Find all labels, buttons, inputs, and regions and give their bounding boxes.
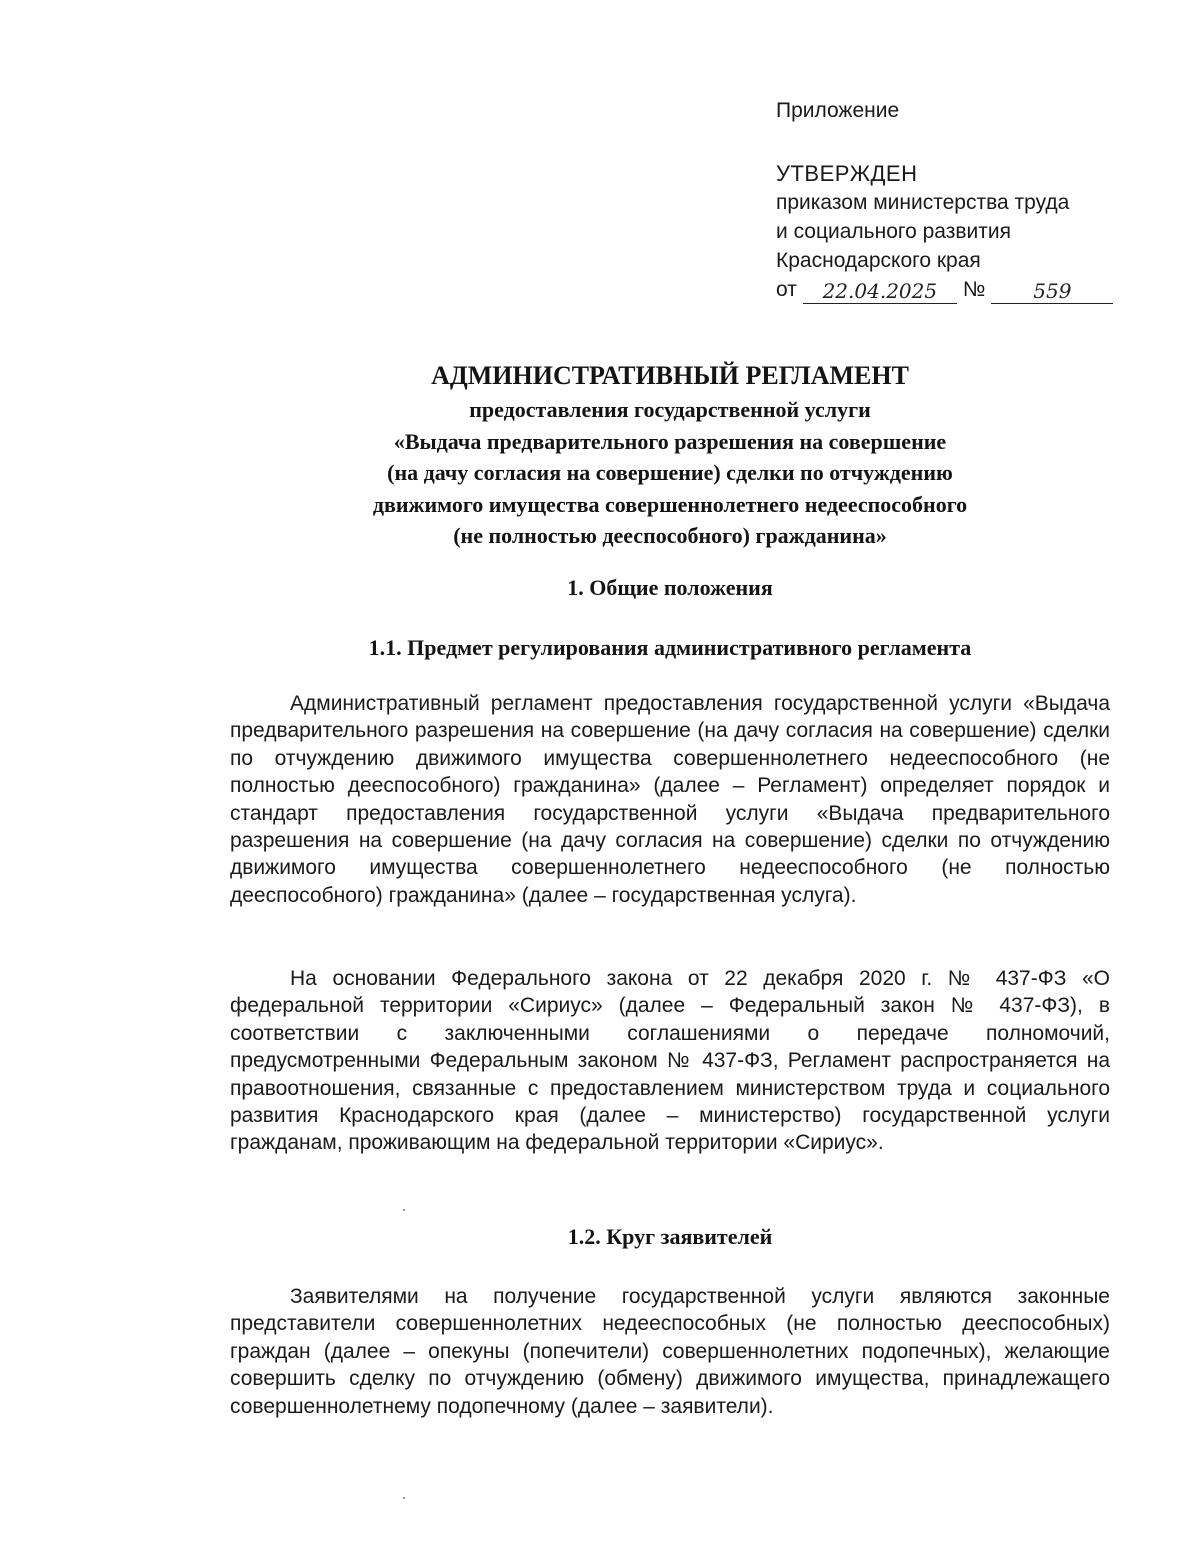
- paragraph-regulation-subject: Административный регламент предоставления государственной услуги «Выдача предварительного разрешения на совершение (на дачу согласия на совершение) сделки по отчуждению движимого имущества совершеннолетнего недееспособного (не полностью дееспособного) гражданина» (далее – Регламент) определяет порядок и стандарт предоставления государственной услуги «Выдача предварительного разрешения на совершение (на дачу согласия на совершение) сделки по отчуждению движимого имущества совершеннолетнего недееспособного (не полностью дееспособного) гражданина» (далее – государственная услуга).: [230, 692, 1110, 907]
- number-label: №: [962, 278, 986, 301]
- approval-line: приказом министерства труда: [776, 191, 1070, 214]
- paragraph-applicants: Заявителями на получение государственной услуги являются законные представители совершеннолетних недееспособных (не полностью дееспособных) граждан (далее – опекуны (попечители) совершеннолетних подопечных), желающие совершить сделку по отчуждению (обмену) движимого имущества, принадлежащего совершеннолетнему подопечному (далее – заявители).: [230, 1285, 1110, 1418]
- approval-line: и социального развития: [776, 220, 1011, 243]
- title-line: (не полностью дееспособного) гражданина»: [453, 523, 887, 548]
- title-main: АДМИНИСТРАТИВНЫЙ РЕГЛАМЕНТ: [431, 361, 909, 390]
- approval-block: [776, 96, 1116, 304]
- appendix-label: Приложение: [776, 99, 900, 122]
- section-heading-applicants: 1.2. Круг заявителей: [567, 1224, 773, 1249]
- approval-line: Краснодарского края: [776, 249, 981, 272]
- section-heading-subject: 1.1. Предмет регулирования административного регламента: [368, 635, 972, 660]
- order-date-number-row: [776, 275, 1116, 304]
- handwritten-date: 22.04.2025: [803, 279, 957, 304]
- paragraph-legal-basis: На основании Федерального закона от 22 декабря 2020 г. № 437-ФЗ «О федеральной территории «Сириус» (далее – Федеральный закон № 437-ФЗ), в соответствии с заключенными соглашениями о передаче полномочий, предусмотренными Федеральным законом № 437-ФЗ, Регламент распространяется на правоотношения, связанные с предоставлением министерством труда и социального развития Краснодарского края (далее – министерство) государственной услуги гражданам, проживающим на федеральной территории «Сириус».: [230, 967, 1110, 1155]
- title-line: (на дачу согласия на совершение) сделки по отчуждению: [387, 460, 953, 485]
- document-title: [230, 358, 1110, 552]
- scan-speck: [403, 1209, 405, 1211]
- title-line: предоставления государственной услуги: [469, 397, 871, 422]
- scan-speck: [403, 1497, 405, 1499]
- approved-label: УТВЕРЖДЕН: [776, 161, 918, 186]
- handwritten-number: 559: [991, 279, 1113, 304]
- title-line: «Выдача предварительного разрешения на совершение: [393, 428, 947, 454]
- title-line: движимого имущества совершеннолетнего недееспособного: [372, 491, 968, 517]
- from-label: от: [776, 278, 797, 301]
- section-heading-general: 1. Общие положения: [567, 575, 773, 600]
